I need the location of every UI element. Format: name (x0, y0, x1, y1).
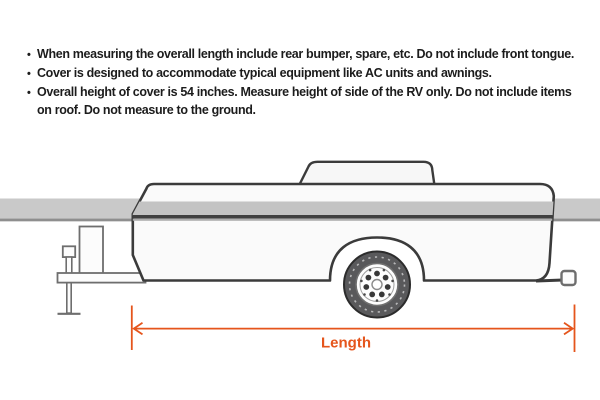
hub-cap (372, 280, 382, 290)
note-text: Overall height of cover is 54 inches. Measure height of side of the RV only. Do not include items on roof. Do not measure to the ground. (37, 85, 572, 117)
jack-post-upper (66, 257, 72, 274)
jack-post-lower (67, 283, 71, 314)
propane-box (80, 227, 104, 274)
wheel (344, 252, 410, 318)
trailer-body-outline (133, 184, 554, 281)
note-text: Cover is designed to accommodate typical equipment like AC units and awnings. (37, 66, 492, 80)
note-text: When measuring the overall length include rear bumper, spare, etc. Do not include front tongue. (37, 47, 574, 61)
jack-handle-knob (63, 246, 75, 257)
roof-pod (299, 162, 435, 186)
bumper-arm (536, 280, 563, 281)
bullet-icon: • (27, 68, 31, 80)
bumper-block (562, 271, 576, 285)
length-dimension (132, 305, 575, 353)
bullet-icon: • (27, 87, 31, 99)
tongue-bar (58, 273, 146, 283)
body-side-band (120, 202, 565, 221)
dimension-label: Length (321, 334, 371, 352)
bullet-icon: • (27, 49, 31, 61)
